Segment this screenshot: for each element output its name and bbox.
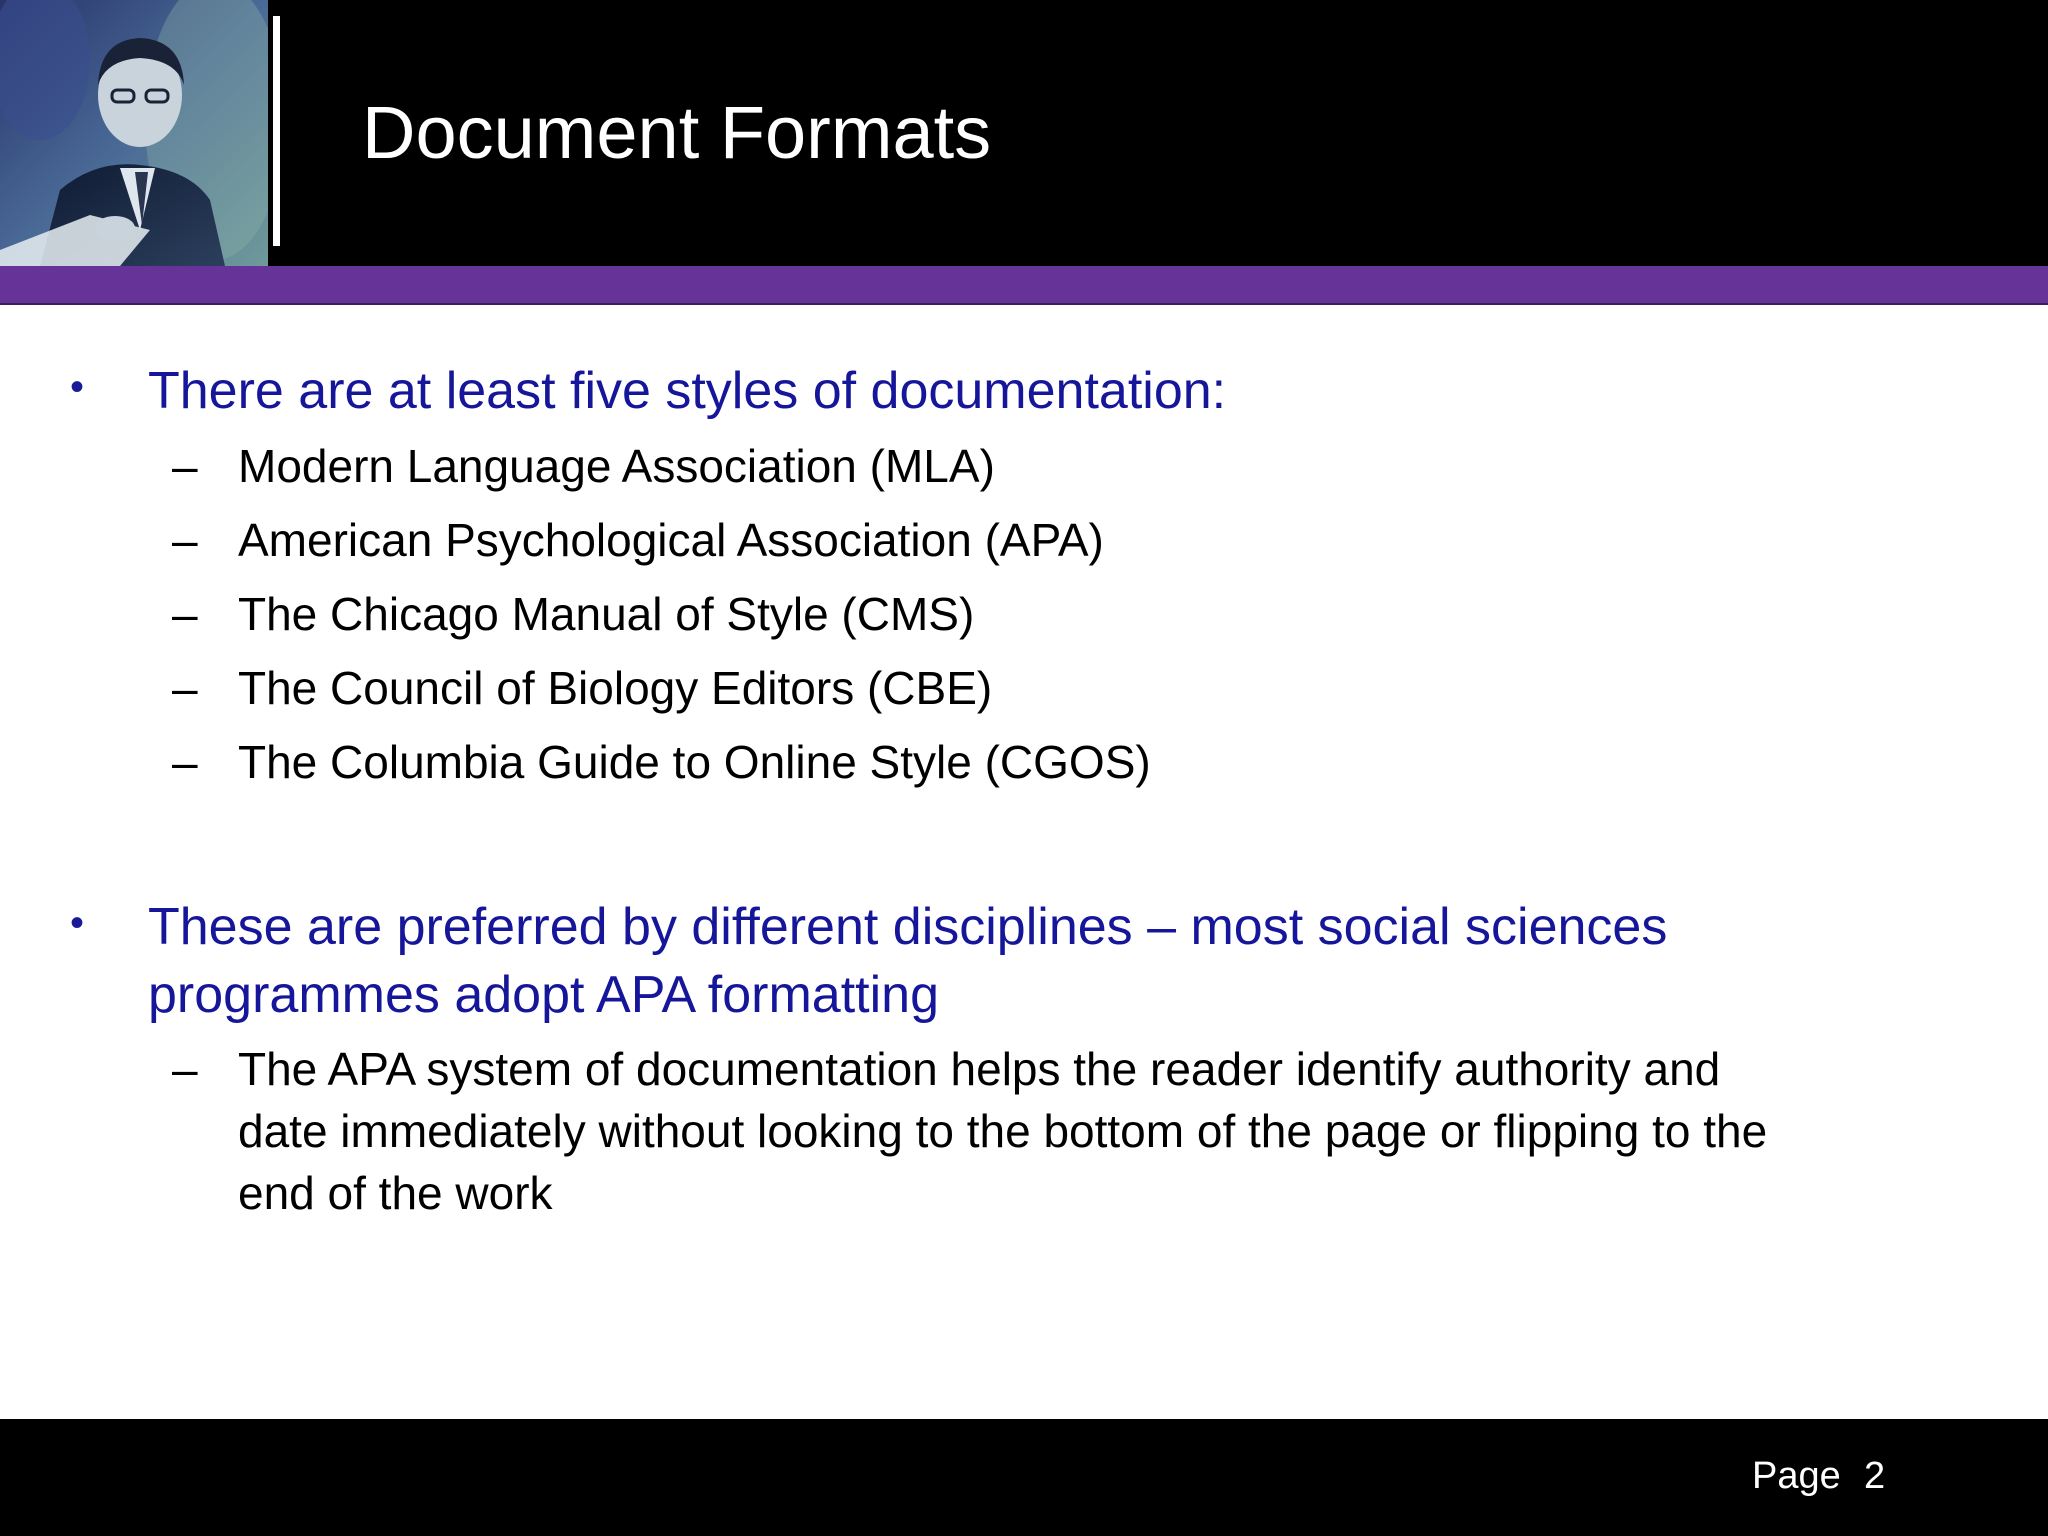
sub-item-text: The APA system of documentation helps the reader identify authority and date immediately without looking to the bottom of the page or flipping to the end of the work bbox=[238, 1043, 1768, 1219]
slide-title: Document Formats bbox=[362, 91, 992, 174]
page-label: Page bbox=[1752, 1455, 1841, 1497]
bullet-text: These are preferred by different disciplines – most social sciences programmes adopt APA formatting bbox=[148, 898, 1668, 1024]
sub-item-marker: – bbox=[172, 588, 198, 640]
header-divider bbox=[273, 16, 280, 246]
sub-item-text: The Columbia Guide to Online Style (CGOS) bbox=[238, 736, 1151, 788]
businessman-photo bbox=[0, 0, 268, 266]
sub-item-text: The Council of Biology Editors (CBE) bbox=[238, 662, 993, 714]
sub-item-marker: – bbox=[172, 662, 198, 714]
page-number: 2 bbox=[1864, 1455, 1886, 1497]
sub-item-text: American Psychological Association (APA) bbox=[238, 514, 1104, 566]
sub-item-marker: – bbox=[172, 1043, 198, 1095]
bullet-marker: • bbox=[70, 901, 85, 945]
bullet-text: There are at least five styles of documentation: bbox=[148, 362, 1227, 420]
sub-item-text: The Chicago Manual of Style (CMS) bbox=[238, 588, 975, 640]
accent-bar bbox=[0, 266, 2048, 305]
sub-item-marker: – bbox=[172, 440, 198, 492]
sub-item-marker: – bbox=[172, 736, 198, 788]
slide-header bbox=[0, 0, 2048, 266]
bullet-marker: • bbox=[70, 365, 85, 409]
slide-footer bbox=[0, 1419, 2048, 1536]
sub-item-marker: – bbox=[172, 514, 198, 566]
photo-illustration bbox=[0, 0, 268, 266]
sub-item-text: Modern Language Association (MLA) bbox=[238, 440, 995, 492]
